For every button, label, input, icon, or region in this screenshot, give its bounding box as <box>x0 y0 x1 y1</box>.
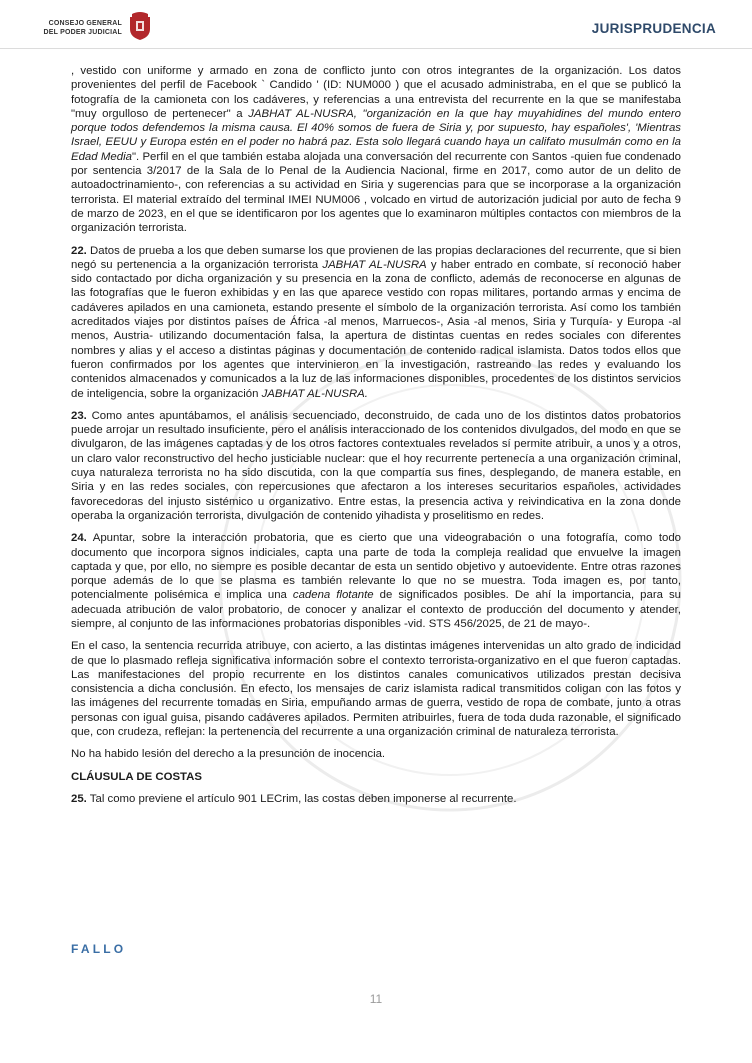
text-run: , vestido con uniforme y armado en zona de conflicto junto con otros integrantes de la organización. Los datos provenientes del perfil de Facebook ` Candido ' (ID: NUM000 ) que el acusado administraba, en el que se publicó la fotografía de la camioneta con los cadáveres, y referencias a una entrevista del recurrente en la que se manifestaba "muy orgulloso de pertenecer" a <box>71 65 681 120</box>
text-run: Como antes apuntábamos, el análisis secuenciado, deconstruido, de cada uno de los distintos datos probatorios puede arrojar un resultado insuficiente, pero el análisis interaccionado de los contenidos divulgados, del modo en que se divulgaron, de las imágenes captadas y de los otros factores contextuales revelados sí permite atribuir, a unos y a otros, un claro valor reconstructivo del hecho justiciable nuclear: que el hoy recurrente pertenecía a una organización criminal, cuya naturaleza terrorista no ha sido discutida, con la que compartía sus fines, desplegando, de manera estable, en Siria y en las redes sociales, con repercusiones que afectaron a los intereses securitarios españoles, actividades favorecedoras del injusto sistémico u organizativo. Entre estas, la presencia activa y reivindicativa en la zona donde operaba la organización terrorista, divulgación de contenido yihadista y proselitismo en redes. <box>71 409 681 522</box>
text-run: Datos de prueba a los que deben sumarse los que provienen de las propias declaraciones del recurrente, que si bien negó su pertenencia a la organización terrorista <box>71 244 681 271</box>
paragraph-caso: En el caso, la sentencia recurrida atribuye, con acierto, a las distintas imágenes intervenidas un alto grado de indicidad de que lo plasmado refleja significativa información sobre el contexto terrorista-organizativo en el que fueron captadas. Las manifestaciones del propio recurrente en los distintos canales comunicativos utilizados prestan decisiva consistencia a dicha conclusión. En efecto, los mensajes de cariz islamista radical transmitidos coligan con las fotos y las imágenes del recurrente tomadas en Siria, empuñando armas de guerra, vestido de ropa de combate, junto a otras personas con igual guisa, pisando cadáveres apilados. Permiten atribuirles, fuera de toda duda razonable, el significado que, con crudeza, reflejan: la pertenencia del recurrente a una organización criminal de naturaleza terrorista. <box>71 640 681 739</box>
paragraph-intro <box>71 64 681 236</box>
org-name-line1: CONSEJO GENERAL <box>48 20 122 27</box>
italic-quote: JABHAT AL-NUSRA, "organización en la que hay muyahidines del mundo entero porque todos defendemos la misma causa. El 40% somos de fuera de Siria y, por supuesto, hay españoles', 'Mientras Israel, EEUU y Europa estén en el poder no habrá paz. Esta solo llegará cuando haya un califato musulmán como en la Edad Media <box>71 107 681 163</box>
fallo-heading: FALLO <box>71 942 127 956</box>
cgpj-crest-icon <box>127 11 153 41</box>
paragraph-number: 24. <box>71 532 87 545</box>
text-run: ". Perfil en el que también estaba alojada una conversación del recurrente con Santos -quien fue condenado por sentencia 3/2017 de la Sala de lo Penal de la Audiencia Nacional, firme en 2017, como autor de un delito de autoadoctrinamiento-, con referencias a su actividad en Siria y sugerencias para que se incorporase a la organización terrorista. El material extraído del terminal IMEI NUM006 , volcado en virtud de autorización judicial por auto de fecha 9 de marzo de 2023, en el que se identificaron por los agentes que lo examinaron múltiples contactos con miembros de la organización terrorista. <box>71 150 681 235</box>
page-number: 11 <box>369 992 383 1006</box>
paragraph-number: 25. <box>71 792 87 805</box>
text-run: Apuntar, sobre la interacción probatoria, que es cierto que una videograbación o una fotografía, como todo documento que incorpora signos indiciales, capta una parte de toda la compleja realidad que envuelve la imagen captada y que, por ello, no siempre es posible decantar de esta un sentido objetivo y autoevidente. Entre otras razones porque además de lo que se plasma es también relevante lo que no se muestra. Toda imagen es, por tanto, potencialmente polisémica e implica una <box>71 532 681 602</box>
text-run: Tal como previene el artículo 901 LECrim, las costas deben imponerse al recurrente. <box>86 792 517 805</box>
text-run: de significados posibles. De ahí la importancia, para su adecuada atribución de valor probatorio, de conocer y analizar el contexto de producción del documento y atender, siempre, al conjunto de las informaciones probatorias disponibles -vid. STS 456/2025, de 21 de mayo-. <box>71 589 681 630</box>
italic-term: cadena flotante <box>292 589 374 602</box>
paragraph-25 <box>71 792 681 806</box>
paragraph-22 <box>71 244 681 401</box>
paragraph-23 <box>71 409 681 523</box>
heading-costas: CLÁUSULA DE COSTAS <box>71 770 202 783</box>
section-title: JURISPRUDENCIA <box>591 21 716 36</box>
paragraph-24 <box>71 531 681 631</box>
paragraph-number: 23. <box>71 409 87 422</box>
paragraph-number: 22. <box>71 244 87 257</box>
cgpj-logo-text <box>30 19 122 37</box>
org-name-line2: DEL PODER JUDICIAL <box>43 29 122 36</box>
italic-org-name: JABHAT AL-NUSRA. <box>261 387 368 400</box>
text-run: y haber entrado en combate, sí reconoció haber sido contactado por dicha organización y su presencia en la zona de conflicto, además de reconocerse en algunas de las fotografías que le fueron exhibidas y en las que aparece vestido con ropas militares, portando armas y encima de cadáveres apilados en una camioneta, estando presente el símbolo de la organización terrorista. Así como los también acreditados viajes por distintos países de África -al menos, Marruecos-, Asia -al menos, Siria y Turquía- y Europa -al menos, Austria- utilizando documentación falsa, la apertura de distintas cuentas en redes sociales con diferentes nombres y alias y el acceso a distintas páginas y documentación de contenido radical islamista. Datos todos ellos que fueron confirmados por los agentes que intervinieron en la investigación, rastreando las redes y evaluando los contenidos almacenados y comunicados a la luz de las informaciones disponibles, procedentes de los distintos servicios de inteligencia, sobre la organización <box>71 258 682 400</box>
paragraph-no-lesion: No ha habido lesión del derecho a la presunción de inocencia. <box>71 748 386 761</box>
page-header <box>0 0 752 49</box>
italic-org-name: JABHAT AL-NUSRA <box>322 258 427 271</box>
document-body <box>71 64 681 814</box>
